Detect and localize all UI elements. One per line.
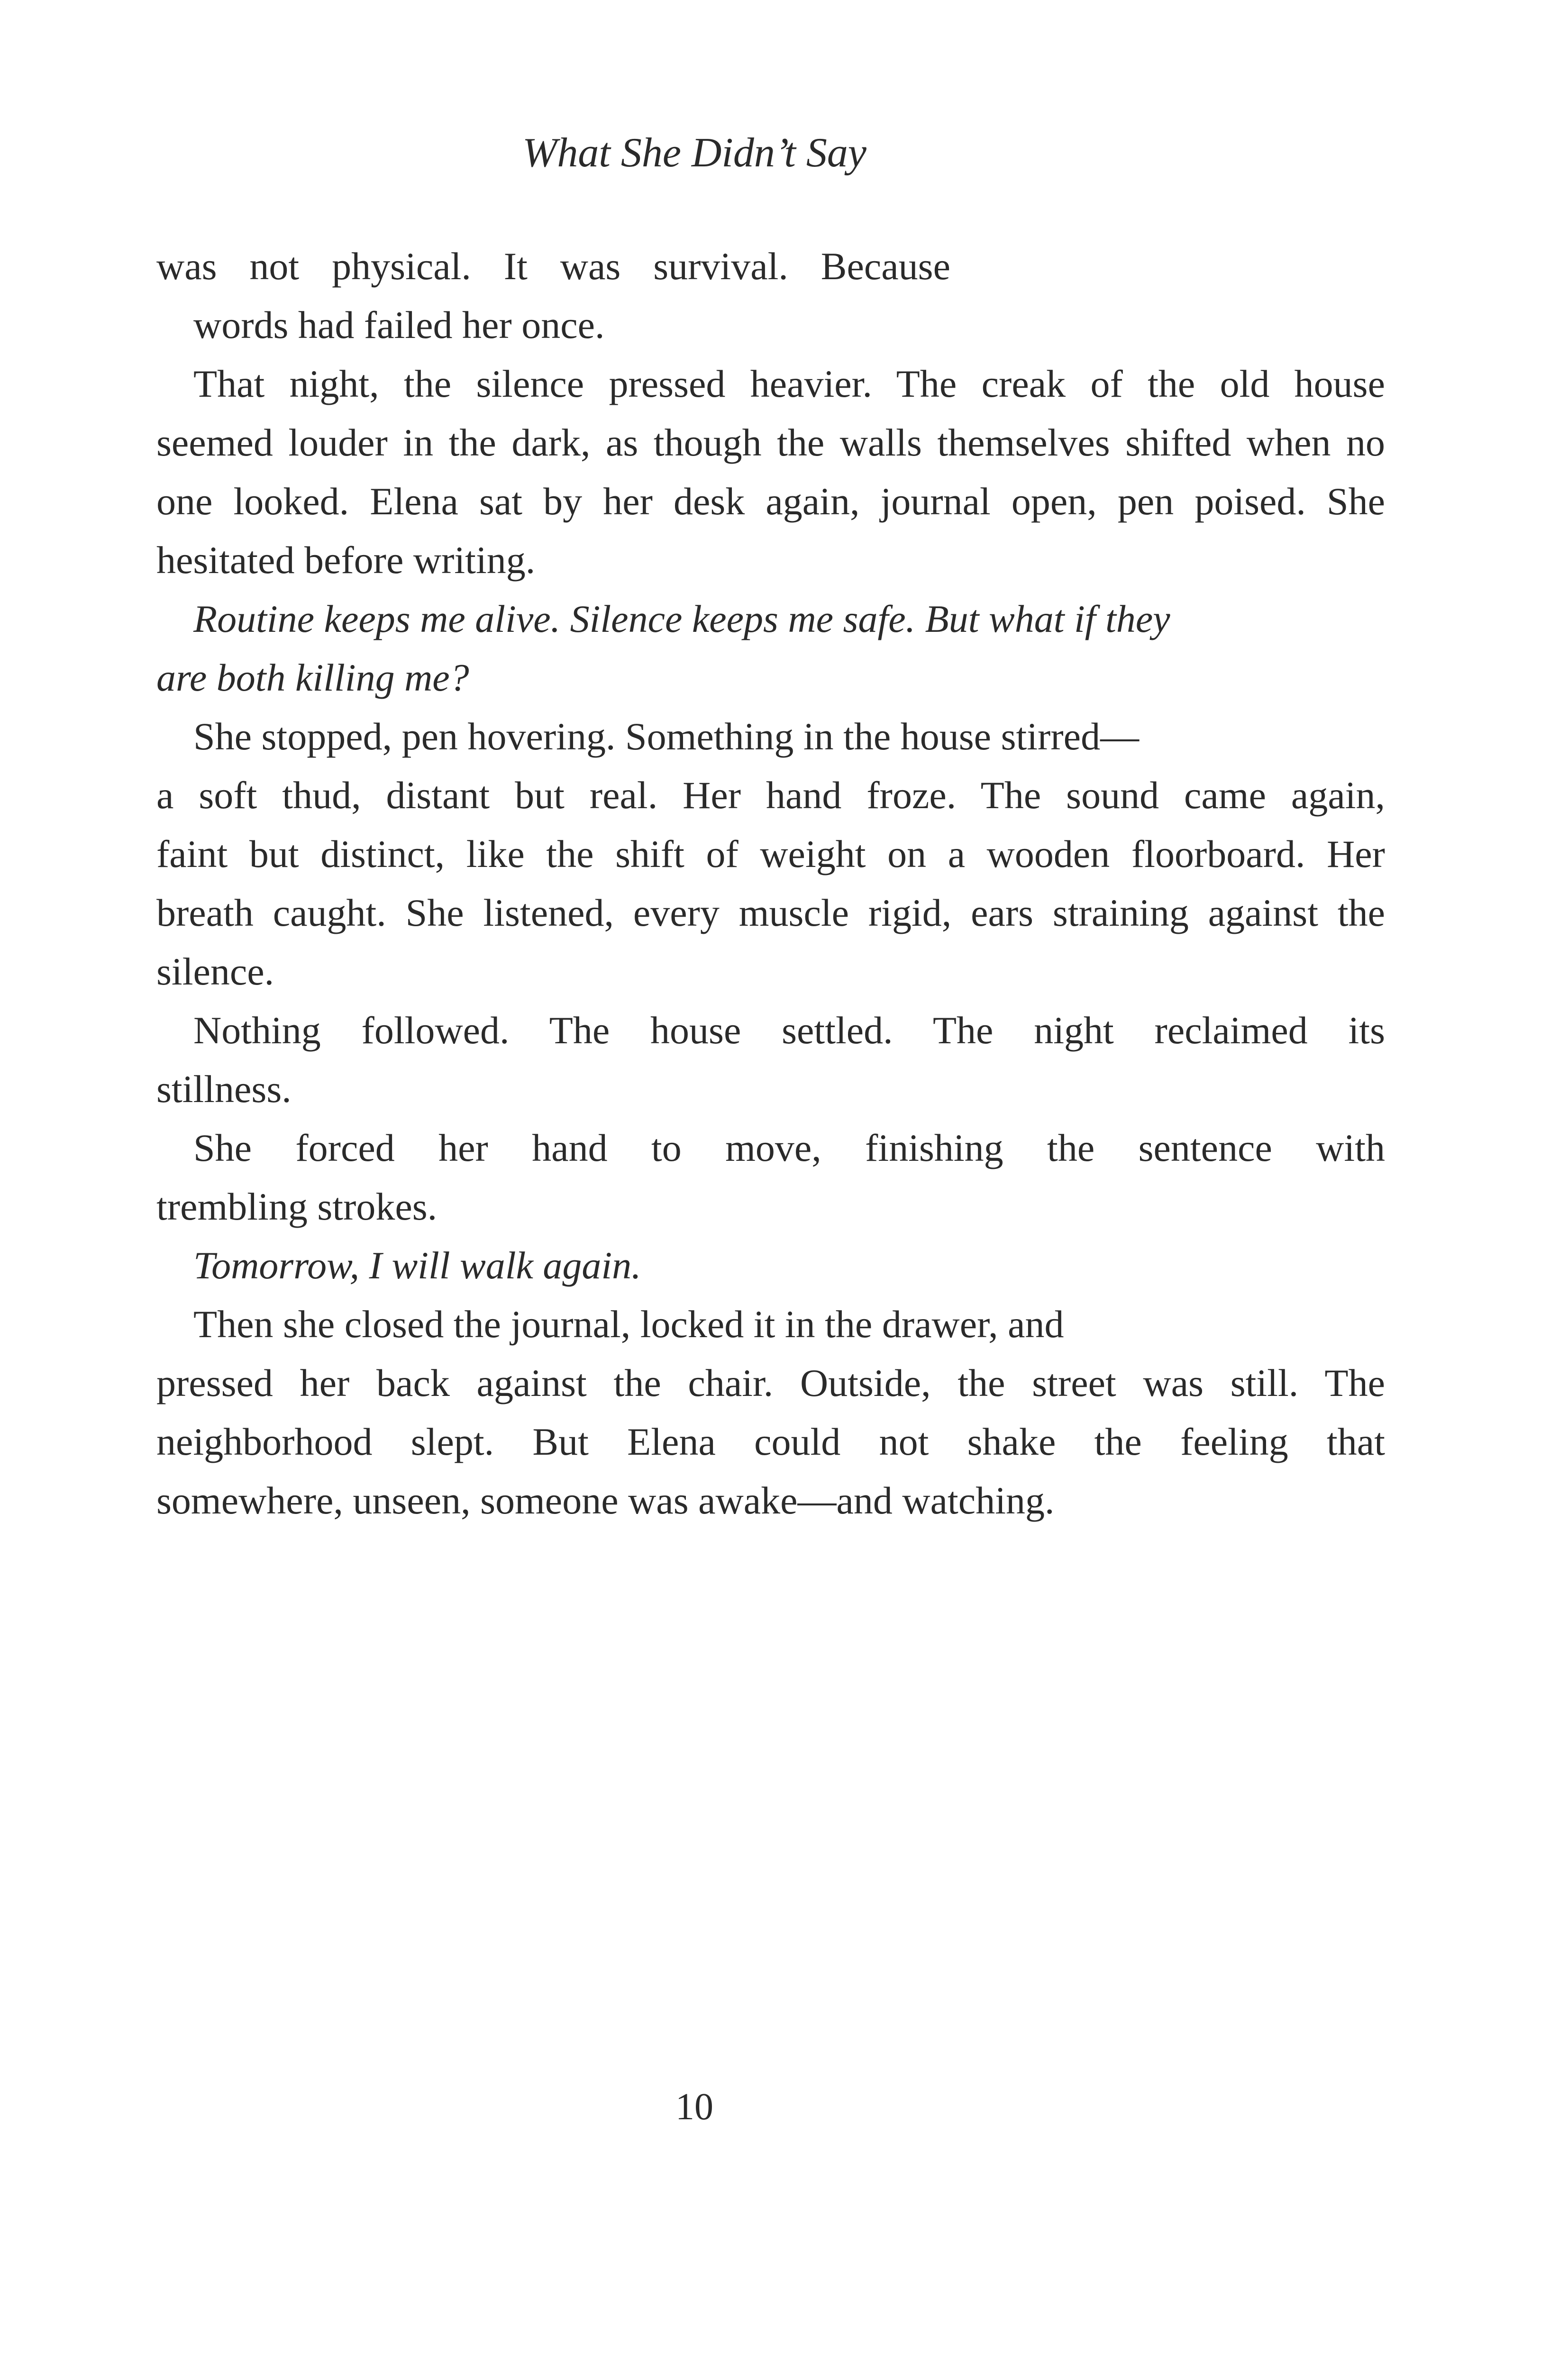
paragraph-1: [156, 237, 1385, 355]
journal-entry-2: [156, 1236, 1385, 1295]
text-line: are both killing me?: [156, 656, 469, 699]
text-line: hesitated before writing.: [156, 538, 536, 582]
text-line: was not physical. It was survival. Because: [156, 245, 950, 288]
paragraph-4: [156, 1001, 1385, 1119]
text-line: one looked. Elena sat by her desk again, journal open, pen poised. She: [156, 480, 1385, 523]
paragraph-3: [156, 707, 1385, 1001]
text-line: a soft thud, distant but real. Her hand froze. The sound came again,: [156, 774, 1385, 817]
paragraph-5: [156, 1119, 1385, 1236]
text-line: Then she closed the journal, locked it in the drawer, and: [193, 1303, 1064, 1346]
text-line: neighborhood slept. But Elena could not shake the feeling that: [156, 1420, 1385, 1463]
text-line: trembling strokes.: [156, 1185, 438, 1228]
page-number: 10: [675, 2086, 713, 2128]
text-line: silence.: [156, 950, 274, 993]
text-line: pressed her back against the chair. Outside, the street was still. The: [156, 1361, 1385, 1404]
paragraph-6: [156, 1295, 1385, 1530]
text-line: Nothing followed. The house settled. The night reclaimed its: [193, 1009, 1385, 1052]
text-line: Tomorrow, I will walk again.: [193, 1244, 641, 1287]
text-line: seemed louder in the dark, as though the walls themselves shifted when no: [156, 421, 1385, 464]
text-line: That night, the silence pressed heavier. The creak of the old house: [193, 362, 1385, 405]
journal-entry-1: [156, 590, 1385, 707]
text-line: breath caught. She listened, every muscle rigid, ears straining against the: [156, 891, 1385, 934]
text-line: somewhere, unseen, someone was awake—and watching.: [156, 1479, 1055, 1522]
text-line: faint but distinct, like the shift of weight on a wooden floorboard. Her: [156, 832, 1385, 875]
body-text: [156, 237, 1385, 1530]
text-line: stillness.: [156, 1067, 292, 1111]
text-line: words had failed her once.: [193, 303, 605, 346]
paragraph-2: [156, 355, 1385, 590]
text-line: She stopped, pen hovering. Something in the house stirred—: [193, 715, 1140, 758]
text-line: She forced her hand to move, finishing the sentence with: [193, 1126, 1385, 1169]
text-line: Routine keeps me alive. Silence keeps me safe. But what if they: [193, 597, 1170, 640]
running-head: What She Didn’t Say: [522, 130, 866, 176]
